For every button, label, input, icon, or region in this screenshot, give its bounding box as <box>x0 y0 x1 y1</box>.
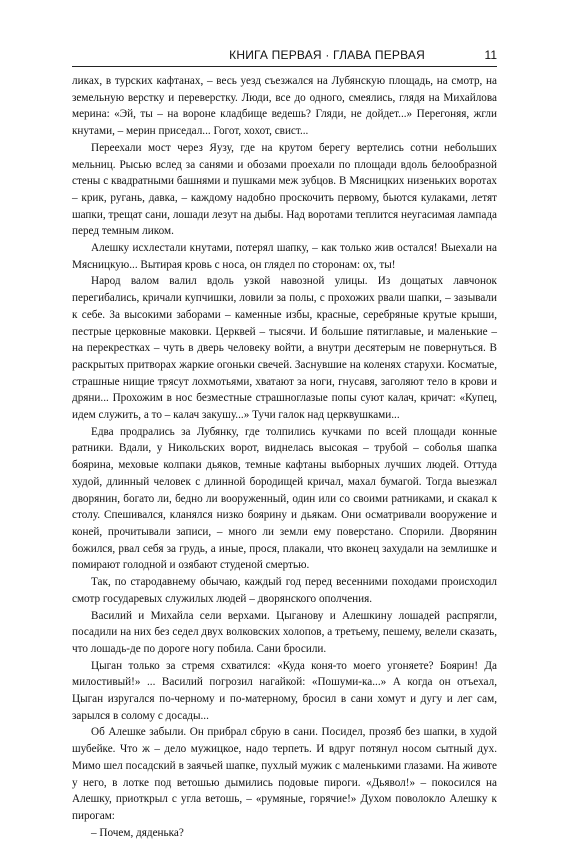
paragraph: Об Алешке забыли. Он прибрал сбрую в сани. Посидел, прозяб без шапки, в худой шубейке. Что ж – дело мужицкое, надо терпеть. И вдруг потянул носом сытный дух. Мимо шел посадский в заячьей шапке, пухлый мужик с маленькими глазами. На животе у него, в лотке под ветошью дымились подовые пироги. «Дьявол!» – покосился на Алешку, приоткрыл с угла ветошь, – «румяные, горячие!» Духом поволокло Алешку к пирогам: <box>72 726 497 822</box>
paragraph: – Почем, дяденька? <box>91 826 184 839</box>
running-header <box>72 46 497 64</box>
paragraph: ликах, в турских кафтанах, – весь уезд съезжался на Лубянскую площадь, на смотр, на земельную верстку и переверстку. Люди, все до одного, смеялись, глядя на Михайлова мерина: «Эй, ты – на вороне кладбище ведешь? Гляди, не дойдет...» Перегоняя, жгли кнутами, – мерин приседал... Гогот, хохот, свист... <box>72 75 497 138</box>
body-text <box>72 73 497 841</box>
header-rule <box>72 66 497 67</box>
page-number: 11 <box>484 48 497 62</box>
paragraph: Цыган только за стремя схватился: «Куда коня-то моего угоняете? Боярин! Да милостивый!» ... Василий погрозил нагайкой: «Пошуми-ка...» А когда он отъехал, Цыган изругался по-черному и по-матерному, бросил в сани хомут и дугу и лег сам, зарылся в солому с досады... <box>72 659 497 722</box>
paragraph: Василий и Михайла сели верхами. Цыганову и Алешкину лошадей распрягли, посадили на них без седел двух волковских холопов, а третьему, пешему, велели сказать, что лошадь-де по дороге ногу побила. Сани бросили. <box>72 609 497 655</box>
paragraph: Так, по стародавнему обычаю, каждый год перед весенними походами происходил смотр государевых служилых людей – дворянского ополчения. <box>72 576 497 605</box>
paragraph: Переехали мост через Яузу, где на крутом берегу вертелись сотни небольших мельниц. Рысью вслед за санями и обозами проехали по площади вдоль белообразной стены с квадратными башнями и пушками меж зубцов. В Мясницких низеньких воротах – крик, ругань, давка, – каждому надобно проскочить первому, бьются кулаками, летят шапки, трещат сани, лошади лезут на дыбы. Над воротами теплится неугасимая лампада перед темным ликом. <box>72 141 497 238</box>
running-title: КНИГА ПЕРВАЯ · ГЛАВА ПЕРВАЯ <box>229 48 425 62</box>
paragraph: Алешку исхлестали кнутами, потерял шапку, – как только жив остался! Выехали на Мясницкую... Вытирая кровь с носа, он глядел по сторонам: ох, ты! <box>72 242 497 271</box>
paragraph: Народ валом валил вдоль узкой навозной улицы. Из дощатых лавчонок перегибались, кричали купчишки, ловили за полы, с прохожих рвали шапки, – зазывали к себе. За высокими заборами – каменные избы, красные, серебряные крутые крыши, пестрые церковные маковки. Церквей – тысячи. И большие пятиглавые, и маленькие – на перекрестках – чуть в дверь человеку войти, а внутри десятерым не повернуться. В раскрытых притворах жаркие огоньки свечей. Заснувшие на коленях старухи. Косматые, страшные нищие трясут лохмотьями, хватают за ноги, гнусавя, заголяют тело в крови и дряни... Прохожим в нос безместные страшноглазые попы суют калач, кричат: «Купец, идем служить, а то – калач закушу...» Тучи галок над церквушками... <box>72 275 497 422</box>
paragraph: Едва продрались за Лубянку, где толпились кучками по всей площади конные ратники. Вдали, у Никольских ворот, виднелась высокая – трубой – соболья шапка боярина, меховые колпаки дьяков, темные кафтаны выборных лучших людей. Оттуда худой, длинный человек с длинной бородищей кричал, махал бумагой. Тогда выезжал дворянин, богато ли, бедно ли вооруженный, один или со своими ратниками, и скакал к столу. Спешивался, кланялся низко боярину и дьякам. Они осматривали вооружение и коней, прочитывали записи, – много ли земли ему поверстано. Спорили. Дворянин божился, рвал себя за грудь, а иные, прося, плакали, что вконец захудали на землишке и помирают голодной и озябают студеной смертью. <box>72 425 497 572</box>
